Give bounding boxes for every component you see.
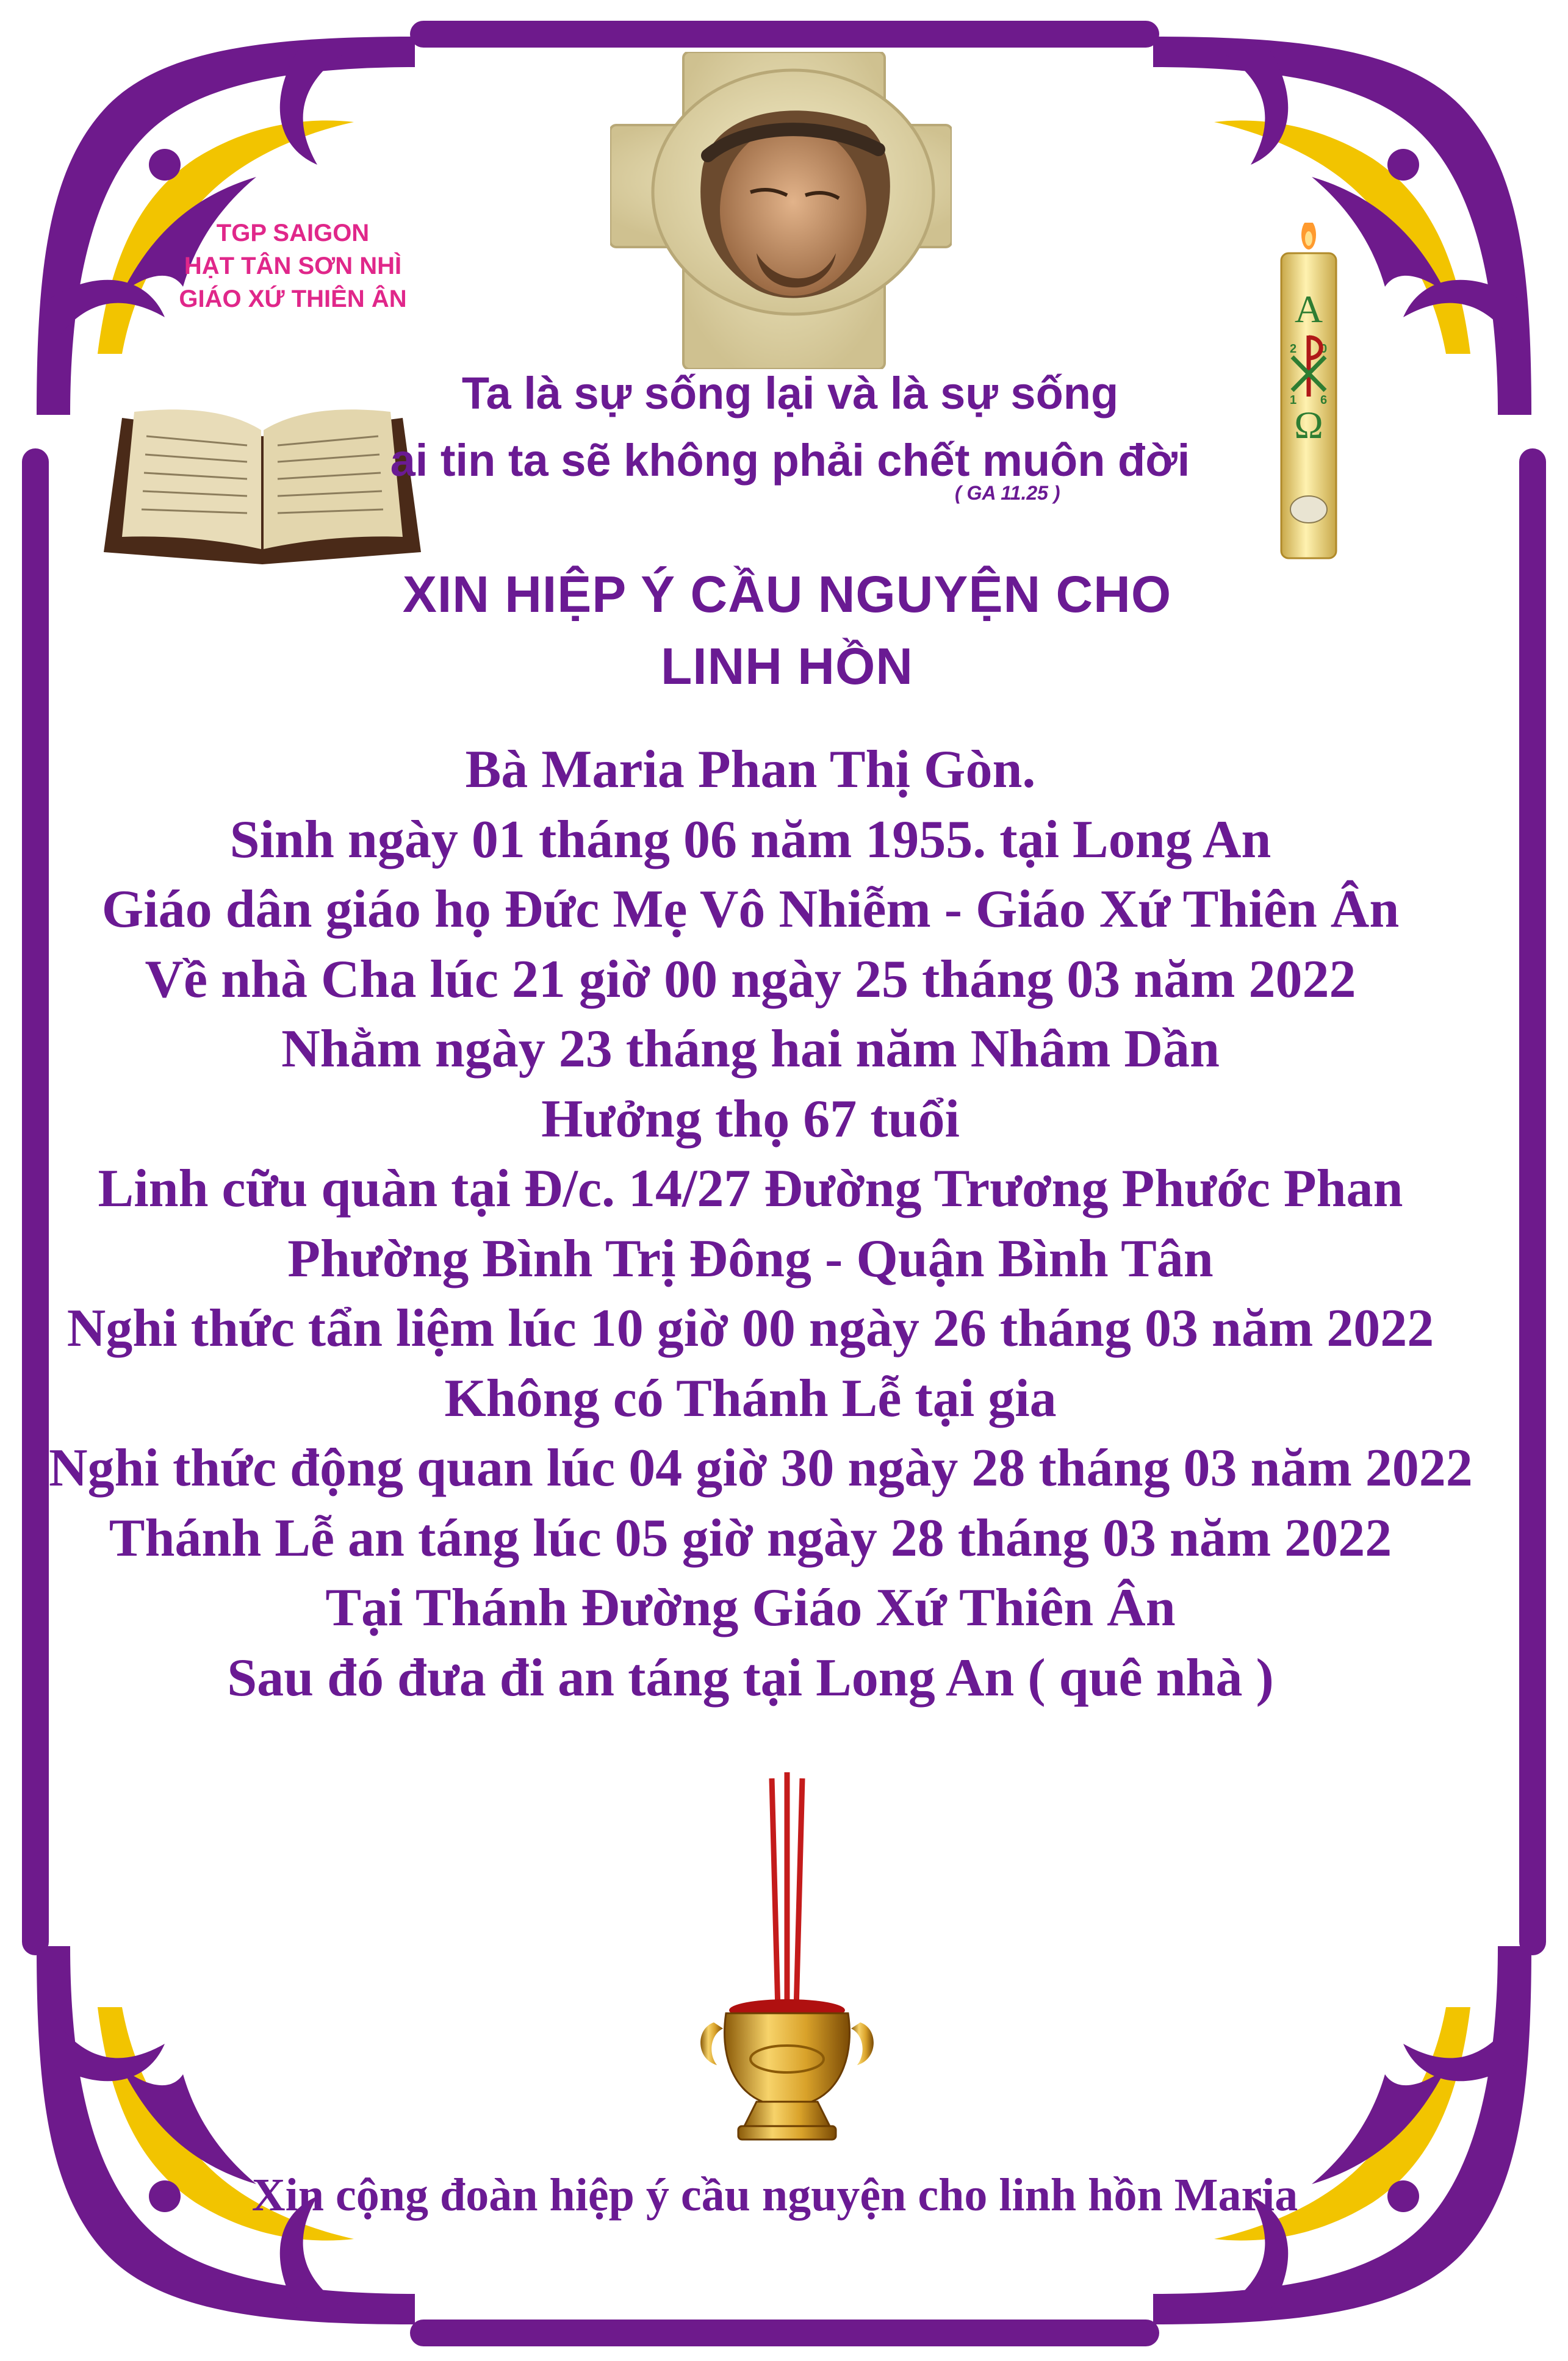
headline <box>244 558 1330 702</box>
closing-prayer-request: Xin cộng đoàn hiệp ý cầu nguyện cho linh hồn Maria <box>251 2169 1298 2221</box>
detail-birth: Sinh ngày 01 tháng 06 năm 1955. tại Long An <box>229 810 1271 869</box>
detail-age: Hưởng thọ 67 tuổi <box>541 1089 960 1149</box>
detail-wake-address: Linh cữu quàn tại Đ/c. 14/27 Đường Trương Phước Phan <box>98 1159 1403 1218</box>
detail-ward-district: Phường Bình Trị Đông - Quận Bình Tân <box>287 1229 1214 1288</box>
obituary-details <box>49 735 1473 1713</box>
headline-line-1: XIN HIỆP Ý CẦU NGUYỆN CHO <box>402 566 1172 623</box>
parish-line-3: GIÁO XỨ THIÊN ÂN <box>179 286 407 312</box>
quote-line-2: ai tin ta sẽ không phải chết muôn đời <box>390 435 1190 486</box>
right-border-bar <box>1519 448 1546 1955</box>
quote-reference: ( GA 11.25 ) <box>955 482 1060 504</box>
detail-no-home-mass: Không có Thánh Lễ tại gia <box>444 1368 1057 1428</box>
incense-pot-icon <box>689 1772 885 2157</box>
parish-line-2: HẠT TÂN SƠN NHÌ <box>184 253 402 279</box>
parish-header <box>122 217 464 315</box>
candle-digit-4: 6 <box>1320 394 1328 407</box>
jesus-crown-of-thorns-icon <box>610 52 952 369</box>
detail-church: Tại Thánh Đường Giáo Xứ Thiên Ân <box>325 1578 1176 1637</box>
detail-death: Về nhà Cha lúc 21 giờ 00 ngày 25 tháng 03 năm 2022 <box>145 949 1356 1009</box>
candle-digit-3: 1 <box>1290 394 1297 407</box>
candle-digit-2: 0 <box>1320 342 1328 356</box>
detail-encoffining: Nghi thức tẩn liệm lúc 10 giờ 00 ngày 26 tháng 03 năm 2022 <box>67 1299 1434 1358</box>
left-border-bar <box>22 448 49 1955</box>
detail-burial: Sau đó đưa đi an táng tại Long An ( quê nhà ) <box>227 1648 1274 1708</box>
bottom-border-bar <box>410 2320 1159 2346</box>
candle-alpha: A <box>1294 287 1323 331</box>
scripture-quote <box>342 360 1239 494</box>
candle-omega: Ω <box>1294 403 1323 447</box>
bottom-left-ornament-icon <box>12 1922 439 2349</box>
detail-parish-group: Giáo dân giáo họ Đức Mẹ Vô Nhiễm - Giáo Xứ Thiên Ân <box>101 880 1400 939</box>
chi-rho-icon <box>1287 332 1330 400</box>
detail-coffin-departure: Nghi thức động quan lúc 04 giờ 30 ngày 28 tháng 03 năm 2022 <box>49 1439 1473 1498</box>
top-border-bar <box>410 21 1159 48</box>
candle-digit-1: 2 <box>1290 342 1297 356</box>
detail-lunar-date: Nhằm ngày 23 tháng hai năm Nhâm Dần <box>281 1019 1220 1079</box>
headline-line-2: LINH HỒN <box>661 638 913 695</box>
parish-line-1: TGP SAIGON <box>216 220 370 246</box>
detail-name: Bà Maria Phan Thị Gòn. <box>465 740 1036 799</box>
quote-line-1: Ta là sự sống lại và là sự sống <box>461 368 1119 419</box>
paschal-candle-icon <box>1269 223 1348 564</box>
bottom-right-ornament-icon <box>1129 1922 1556 2349</box>
detail-funeral-mass: Thánh Lễ an táng lúc 05 giờ ngày 28 tháng 03 năm 2022 <box>109 1508 1392 1568</box>
